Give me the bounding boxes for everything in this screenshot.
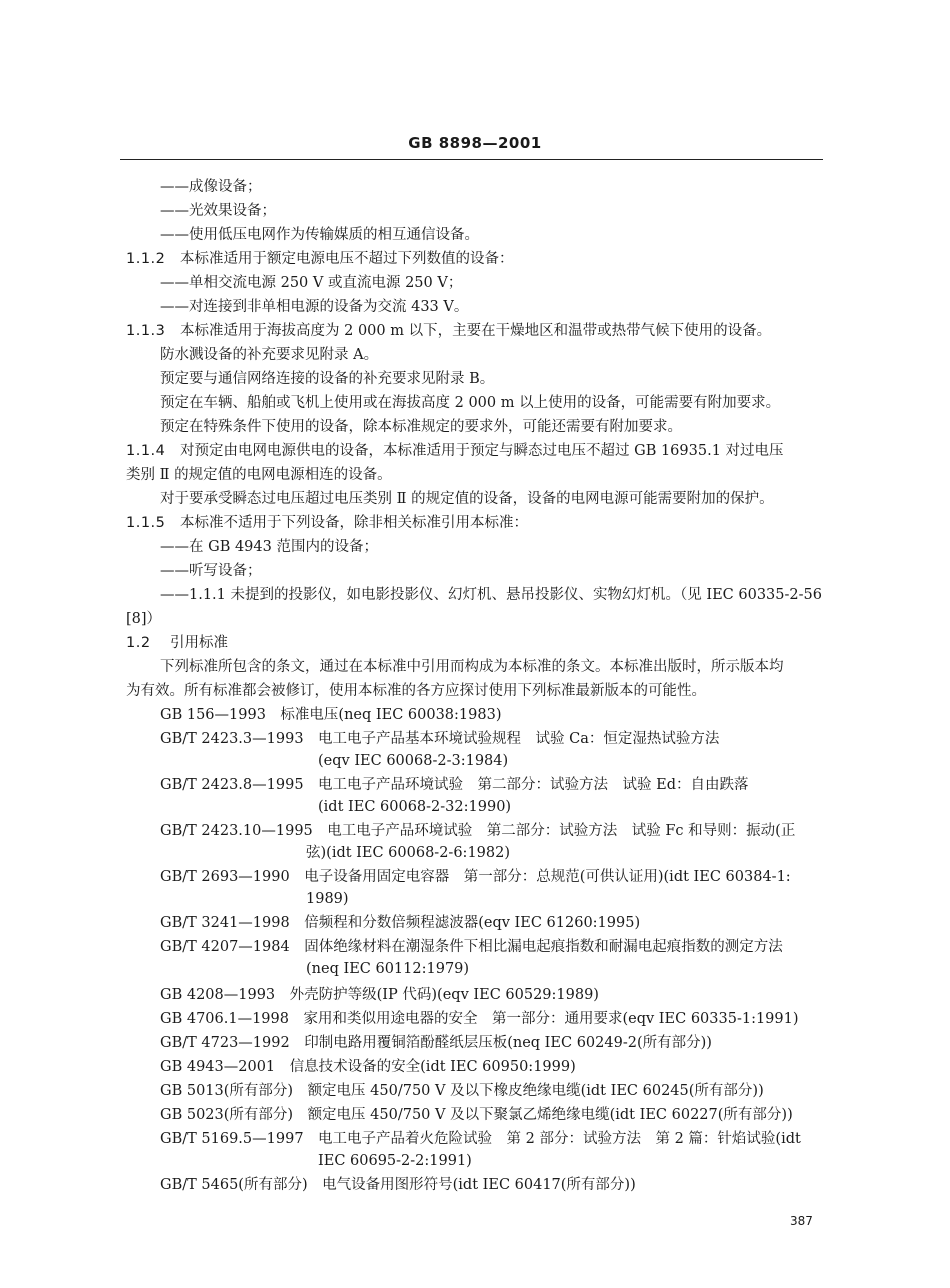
- text-line: 预定在特殊条件下使用的设备，除本标准规定的要求外，可能还需要有附加要求。: [160, 419, 682, 435]
- reference-item: GB 4706.1—1998 家用和类似用途电器的安全 第一部分：通用要求(eqv IEC 60335-1:1991): [160, 1011, 799, 1027]
- text-line: 为有效。所有标准都会被修订，使用本标准的各方应探讨使用下列标准最新版本的可能性。: [126, 683, 706, 699]
- reference-item: GB/T 5169.5—1997 电工电子产品着火危险试验 第 2 部分：试验方法 第 2 篇：针焰试验(idt: [160, 1131, 801, 1147]
- section-heading: 引用标准: [170, 635, 228, 651]
- reference-item: GB/T 4207—1984 固体绝缘材料在潮湿条件下相比漏电起痕指数和耐漏电起痕指数的测定方法: [160, 939, 783, 955]
- text-line: ——对连接到非单相电源的设备为交流 433 V。: [160, 299, 469, 315]
- text-line: 下列标准所包含的条文，通过在本标准中引用而构成为本标准的条文。本标准出版时，所示版本均: [160, 659, 784, 675]
- text-line: 本标准不适用于下列设备，除非相关标准引用本标准：: [180, 515, 528, 531]
- text-line: ——在 GB 4943 范围内的设备；: [160, 539, 378, 555]
- reference-item: GB/T 2423.8—1995 电工电子产品环境试验 第二部分：试验方法 试验 Ed：自由跌落: [160, 777, 749, 793]
- text-line: 对于要承受瞬态过电压超过电压类别 Ⅱ 的规定值的设备，设备的电网电源可能需要附加的保护。: [160, 491, 774, 507]
- text-line: ——光效果设备；: [160, 203, 276, 219]
- text-line: ——听写设备；: [160, 563, 262, 579]
- reference-item: GB/T 5465(所有部分) 电气设备用图形符号(idt IEC 60417(所有部分)): [160, 1177, 636, 1193]
- reference-item: GB/T 3241—1998 倍频程和分数倍频程滤波器(eqv IEC 61260:1995): [160, 915, 641, 931]
- reference-item-cont: (idt IEC 60068-2-32:1990): [318, 799, 512, 815]
- text-line: 本标准适用于额定电源电压不超过下列数值的设备：: [180, 251, 514, 267]
- reference-item-cont: 1989): [306, 891, 349, 907]
- section-number: 1.2: [126, 635, 151, 651]
- text-line: ——使用低压电网作为传输媒质的相互通信设备。: [160, 227, 479, 243]
- reference-item: GB/T 2693—1990 电子设备用固定电容器 第一部分：总规范(可供认证用)(idt IEC 60384-1:: [160, 869, 791, 885]
- reference-item-cont: IEC 60695-2-2:1991): [318, 1153, 472, 1169]
- text-line: 防水溅设备的补充要求见附录 A。: [160, 347, 379, 363]
- reference-item: GB 5013(所有部分) 额定电压 450/750 V 及以下橡皮绝缘电缆(idt IEC 60245(所有部分)): [160, 1083, 764, 1099]
- reference-item: GB/T 2423.3—1993 电工电子产品基本环境试验规程 试验 Ca：恒定湿热试验方法: [160, 731, 720, 747]
- section-number: 1.1.4: [126, 443, 166, 459]
- text-line: 预定要与通信网络连接的设备的补充要求见附录 B。: [160, 371, 495, 387]
- text-line: ——成像设备；: [160, 179, 262, 195]
- section-number: 1.1.3: [126, 323, 166, 339]
- reference-item: GB 4943—2001 信息技术设备的安全(idt IEC 60950:1999): [160, 1059, 576, 1075]
- reference-item: GB 5023(所有部分) 额定电压 450/750 V 及以下聚氯乙烯绝缘电缆(idt IEC 60227(所有部分)): [160, 1107, 793, 1123]
- page-header-title: GB 8898—2001: [408, 134, 542, 152]
- section-number: 1.1.5: [126, 515, 166, 531]
- section-number: 1.1.2: [126, 251, 166, 267]
- text-line: ——单相交流电源 250 V 或直流电源 250 V；: [160, 275, 463, 291]
- header-rule: [120, 159, 823, 160]
- reference-item: GB 4208—1993 外壳防护等级(IP 代码)(eqv IEC 60529:1989): [160, 987, 599, 1003]
- page-number: 387: [790, 1214, 813, 1228]
- text-line: 类别 Ⅱ 的规定值的电网电源相连的设备。: [126, 467, 392, 483]
- reference-item: GB/T 4723—1992 印制电路用覆铜箔酚醛纸层压板(neq IEC 60249-2(所有部分)): [160, 1035, 712, 1051]
- text-line: [8]）: [126, 611, 162, 627]
- text-line: 对预定由电网电源供电的设备，本标准适用于预定与瞬态过电压不超过 GB 16935.1 对过电压: [180, 443, 784, 459]
- reference-item-cont: 弦)(idt IEC 60068-2-6:1982): [306, 845, 511, 861]
- text-line: 本标准适用于海拔高度为 2 000 m 以下，主要在干燥地区和温带或热带气候下使用的设备。: [180, 323, 772, 339]
- reference-item: GB 156—1993 标准电压(neq IEC 60038:1983): [160, 707, 502, 723]
- reference-item-cont: (eqv IEC 60068-2-3:1984): [318, 753, 509, 769]
- text-line: ——1.1.1 未提到的投影仪，如电影投影仪、幻灯机、悬吊投影仪、实物幻灯机。（见 IEC 60335-2-56: [160, 587, 822, 603]
- reference-item-cont: (neq IEC 60112:1979): [306, 961, 470, 977]
- text-line: 预定在车辆、船舶或飞机上使用或在海拔高度 2 000 m 以上使用的设备，可能需要有附加要求。: [160, 395, 781, 411]
- reference-item: GB/T 2423.10—1995 电工电子产品环境试验 第二部分：试验方法 试验 Fc 和导则：振动(正: [160, 823, 796, 839]
